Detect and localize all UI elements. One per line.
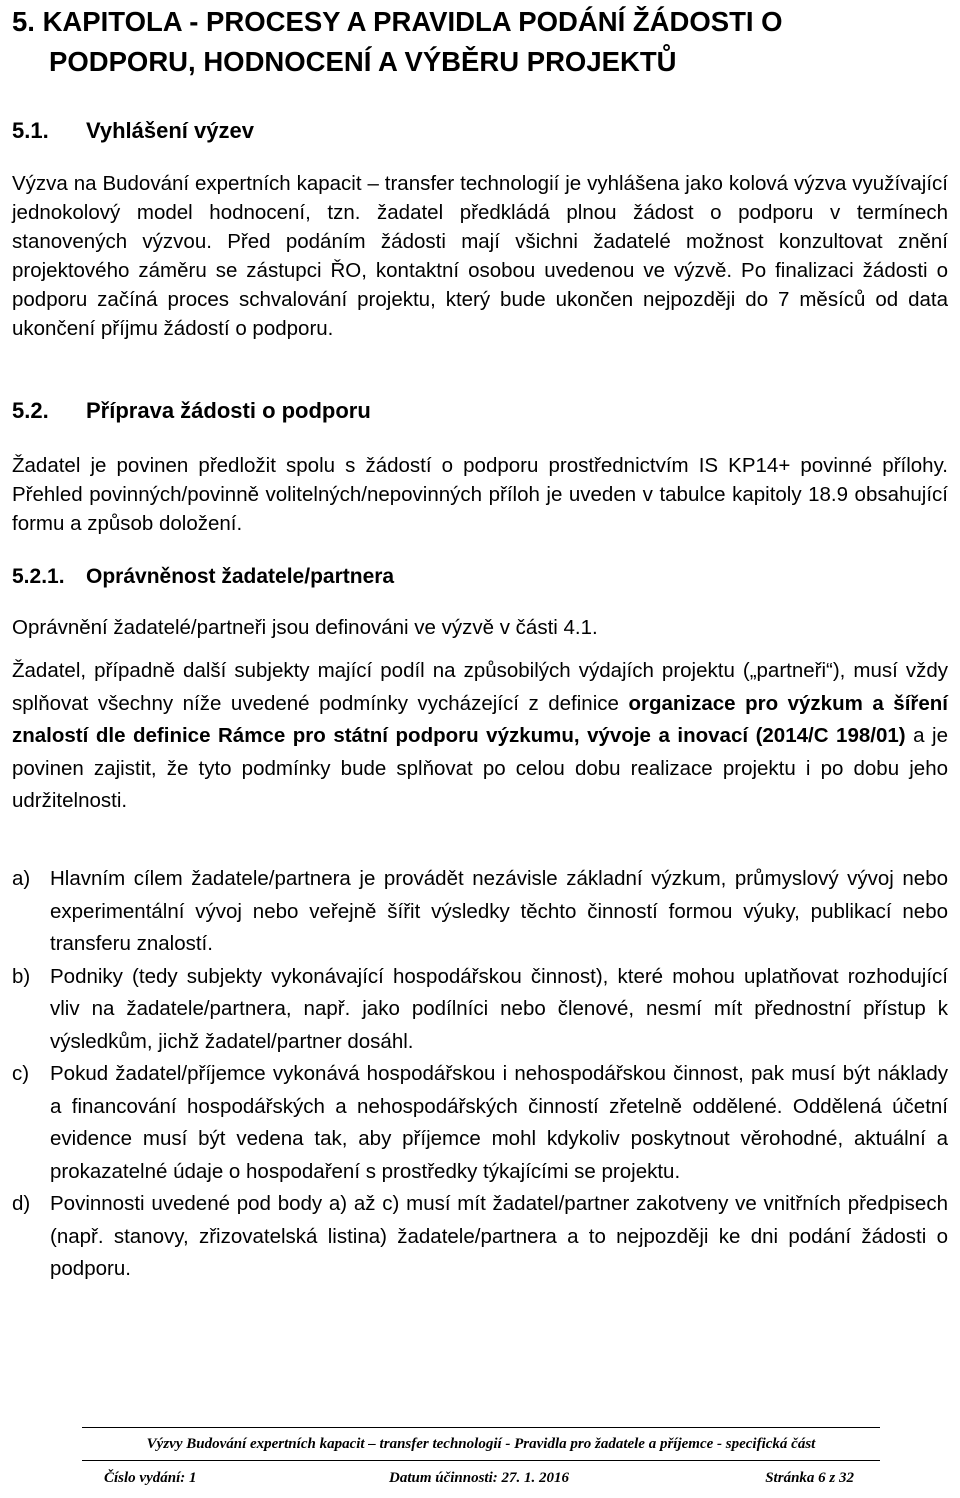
eligibility-text-bold: organizace pro výzkum a šíření znalostí dle definice Rámce pro státní podporu výzkumu, vývoje a inovací (2014/C 198/01): [12, 691, 948, 747]
chapter-heading-line2: PODPORU, HODNOCENÍ A VÝBĚRU PROJEKTŮ: [49, 46, 677, 77]
section-title: Oprávněnost žadatele/partnera: [86, 565, 395, 588]
section-title: Vyhlášení výzev: [86, 118, 254, 143]
eligibility-note: Oprávnění žadatelé/partneři jsou definováni ve výzvě v části 4.1.: [12, 616, 598, 639]
list-marker: c): [12, 1062, 30, 1085]
section-heading-5-1: [12, 116, 254, 146]
list-item: [12, 961, 948, 1059]
footer-meta-row: [82, 1461, 880, 1495]
section-number: 5.2.1.: [12, 565, 65, 588]
edition-number: Číslo vydání: 1: [104, 1470, 197, 1486]
list-item: [12, 863, 948, 961]
section-number: 5.1.: [12, 118, 49, 143]
chapter-heading: [12, 2, 948, 82]
list-item-text: Pokud žadatel/příjemce vykonává hospodářskou i nehospodářskou činnost, pak musí být náklady a financování hospodářských a nehospodářských činností zřetelně oddělené. Oddělená účetní evidence musí být vedena tak, aby příjemce mohl kdykoliv poskytnout věrohodné, aktuální a prokazatelné údaje o hospodaření s prostředky týkajícími se projektu.: [50, 1062, 948, 1183]
eligibility-paragraph: [12, 655, 948, 818]
list-item-text: Podniky (tedy subjekty vykonávající hospodářskou činnost), které mohou uplatňovat rozhodující vliv na žadatele/partnera, např. jako podílníci nebo členové, nesmí mít přednostní přístup k výsledkům, jichž žadatel/partner dosáhl.: [50, 964, 948, 1053]
list-marker: d): [12, 1192, 31, 1215]
page-number: Stránka 6 z 32: [765, 1470, 854, 1486]
list-marker: b): [12, 964, 31, 988]
chapter-heading-line1: 5. KAPITOLA - PROCESY A PRAVIDLA PODÁNÍ ŽÁDOSTI O: [12, 6, 783, 37]
conditions-list: [12, 863, 948, 1286]
list-item: [12, 1058, 948, 1188]
footer-title: Výzvy Budování expertních kapacit – transfer technologií - Pravidla pro žadatele a příjemce - specifická část: [82, 1428, 880, 1461]
section-heading-5-2-1: [12, 562, 394, 592]
list-marker: a): [12, 867, 31, 890]
page-footer: [82, 1427, 880, 1495]
eligibility-text-end: a je povinen zajistit, že tyto podmínky bude splňovat po celou dobu realizace projektu i po dobu jeho udržitelnosti.: [12, 724, 949, 812]
effective-date: Datum účinnosti: 27. 1. 2016: [388, 1470, 570, 1486]
eligibility-text-start: Žadatel, případně další subjekty mající podíl na způsobilých výdajích projektu („partneři“), musí vždy splňovat všechny níže uvedené podmínky vycházející z definice: [12, 659, 948, 715]
section-5-1-paragraph: Výzva na Budování expertních kapacit – transfer technologií je vyhlášena jako kolová výzva využívající jednokolový model hodnocení, tzn. žadatel předkládá plnou žádost o podporu v termínech stanovených výzvou. Před podáním žádosti mají všichni žadatelé možnost konzultovat znění projektového záměru se zástupci ŘO, kontaktní osobou uvedenou ve výzvě. Po finalizaci žádosti o podporu začíná proces schvalování projektu, který bude ukončen nejpozději do 7 měsíců od data ukončení příjmu žádostí o podporu.: [12, 172, 948, 340]
section-5-2-paragraph: Žadatel je povinen předložit spolu s žádostí o podporu prostřednictvím IS KP14+ povinné přílohy. Přehled povinných/povinně volitelných/nepovinných příloh je uveden v tabulce kapitoly 18.9 obsahující formu a způsob doložení.: [12, 454, 948, 535]
list-item-text: Povinnosti uvedené pod body a) až c) musí mít žadatel/partner zakotveny ve vnitřních předpisech (např. stanovy, zřizovatelská listina) žadatele/partnera a to nejpozději ke dni podání žádosti o podporu.: [50, 1192, 948, 1280]
list-item: [12, 1188, 948, 1286]
list-item-text: Hlavním cílem žadatele/partnera je provádět nezávisle základní výzkum, průmyslový vývoj nebo experimentální vývoj nebo veřejně šířit výsledky těchto činností formou výuky, publikací nebo transferu znalostí.: [50, 867, 948, 955]
section-number: 5.2.: [12, 398, 49, 423]
section-title: Příprava žádosti o podporu: [86, 398, 371, 423]
section-heading-5-2: [12, 396, 371, 426]
